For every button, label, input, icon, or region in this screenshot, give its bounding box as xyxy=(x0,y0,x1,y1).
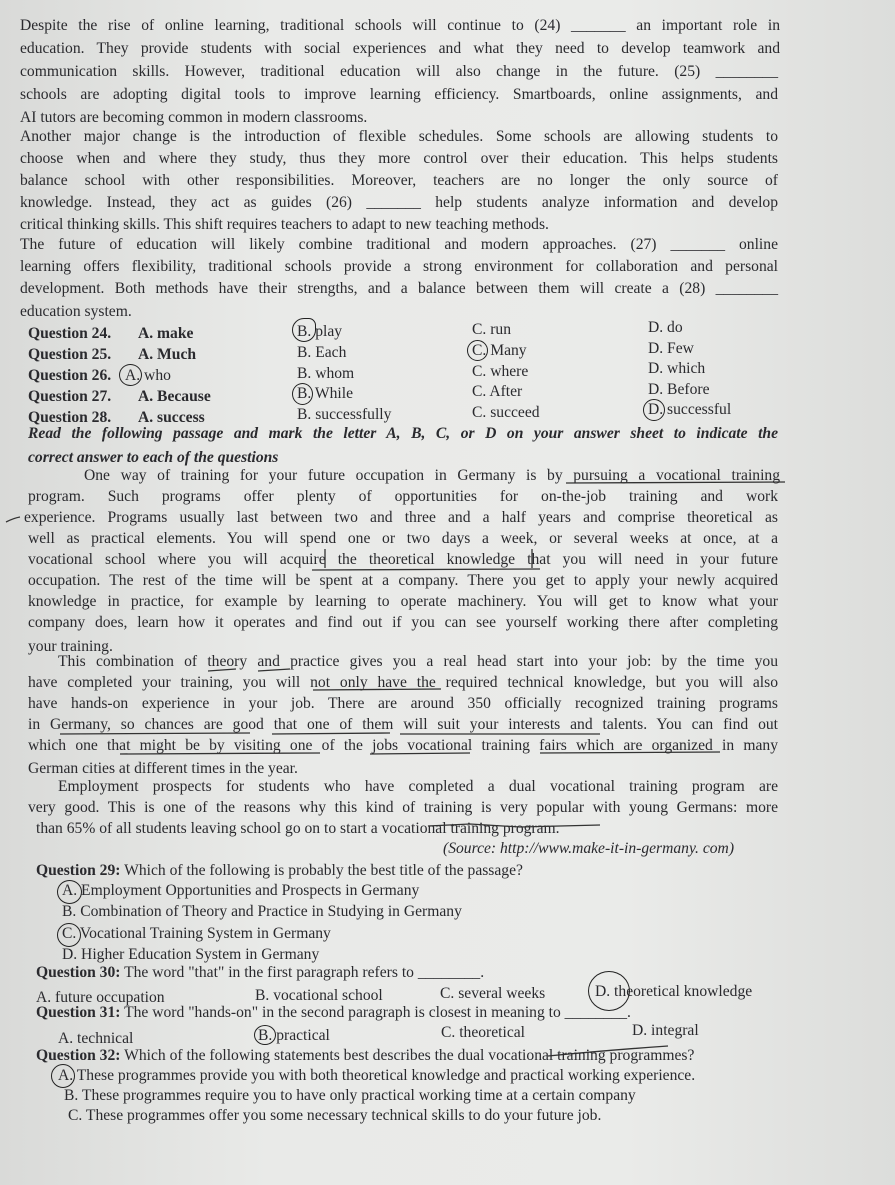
question-label: Question 24. xyxy=(28,325,112,342)
option-a[interactable]: A. technical xyxy=(58,1030,134,1047)
option-a[interactable]: A. Because xyxy=(138,388,211,405)
text-line: choose when and where they study, thus they more control over their education. This helps students xyxy=(20,150,778,167)
question-label: Question 29: xyxy=(36,862,121,879)
option-b[interactable]: B. Combination of Theory and Practice in Studying in Germany xyxy=(62,903,462,920)
option-b[interactable]: B. successfully xyxy=(297,406,392,423)
option-c[interactable]: C. succeed xyxy=(472,404,540,421)
text-line: schools are adopting digital tools to improve learning efficiency. Smartboards, online assignments, and xyxy=(20,86,778,103)
option-c[interactable]: C. where xyxy=(472,363,529,380)
text-line: German cities at different times in the year. xyxy=(28,760,298,777)
question-label: Question 28. xyxy=(28,409,112,426)
option-c[interactable]: C. These programmes offer you some necessary technical skills to do your future job. xyxy=(68,1107,602,1124)
option-b[interactable]: B. play xyxy=(297,323,343,340)
option-b[interactable]: B. These programmes require you to have only practical working time at a certain company xyxy=(64,1087,636,1104)
text-line: critical thinking skills. This shift requires teachers to adapt to new teaching methods. xyxy=(20,216,549,233)
underline-mark xyxy=(208,669,290,671)
question-label: Question 31: xyxy=(36,1004,121,1021)
pen-stroke xyxy=(6,517,20,522)
text-line: Another major change is the introduction of flexible schedules. Some schools are allowing students to xyxy=(20,128,778,145)
option-a[interactable]: A. Employment Opportunities and Prospects in Germany xyxy=(62,882,420,899)
question-label: Question 27. xyxy=(28,388,112,405)
text-line: AI tutors are becoming common in modern classrooms. xyxy=(20,109,368,126)
answer-mark-29c xyxy=(57,923,81,947)
option-c[interactable]: C. After xyxy=(472,383,523,400)
option-b[interactable]: B. vocational school xyxy=(255,987,383,1004)
text-line: Employment prospects for students who have completed a dual vocational training program are xyxy=(58,778,778,795)
text-line: in Germany, so chances are good that one of them will suit your interests and talents. You can find out xyxy=(28,716,778,733)
option-d[interactable]: D. Few xyxy=(648,340,694,357)
answer-mark-31 xyxy=(254,1025,276,1045)
option-d[interactable]: D. theoretical knowledge xyxy=(595,983,753,1000)
text-line: education system. xyxy=(20,303,132,320)
option-a[interactable]: A. success xyxy=(138,409,205,426)
option-a[interactable]: A. make xyxy=(138,325,194,342)
option-c[interactable]: C. Many xyxy=(472,342,527,359)
option-d[interactable]: D. successful xyxy=(648,401,732,418)
text-line: development. Both methods have their strengths, and a balance between them will create a (28) ________ xyxy=(20,280,778,297)
text-line: This combination of theory and practice gives you a real head start into your job: by the time you xyxy=(58,653,778,670)
option-c[interactable]: C. several weeks xyxy=(440,985,546,1002)
text-line: than 65% of all students leaving school go on to start a vocational training program. xyxy=(36,820,560,837)
text-line: education. They provide students with social experiences and what they need to develop teamwork and xyxy=(20,40,780,57)
underline-mark xyxy=(312,569,540,570)
question-stem: The word "hands-on" in the second paragraph is closest in meaning to ________. xyxy=(120,1004,631,1021)
option-b[interactable]: B. whom xyxy=(297,365,355,382)
question-label: Question 25. xyxy=(28,346,112,363)
text-line: have hands-on experience in your job. There are around 350 officially recognized training programs xyxy=(28,695,778,712)
text-line: your training. xyxy=(28,638,113,655)
answer-mark-29a xyxy=(57,880,82,904)
text-line: knowledge. Instead, they act as guides (26) _______ help students analyze information and develop xyxy=(20,194,778,211)
question-label: Question 30: xyxy=(36,964,121,981)
strike-mark xyxy=(428,824,600,827)
underline-mark xyxy=(566,482,785,483)
question-stem: Which of the following is probably the best title of the passage? xyxy=(120,862,523,879)
underline-mark xyxy=(60,733,600,734)
option-d[interactable]: D. integral xyxy=(632,1022,699,1039)
text-line: learning offers flexibility, traditional schools provide a strong environment for collaboration and personal xyxy=(20,258,778,275)
underline-mark xyxy=(313,689,441,690)
option-d[interactable]: D. which xyxy=(648,360,706,377)
option-a[interactable]: A. who xyxy=(125,367,171,384)
text-line: occupation. The rest of the time will be spent at a company. There you get to apply your newly acquired xyxy=(28,572,778,589)
text-line: company does, learn how it operates and find out if you can see yourself working there after completing xyxy=(28,614,778,631)
option-b[interactable]: B. While xyxy=(297,385,354,402)
text-line: which one that might be by visiting one of the jobs vocational training fairs which are organized in many xyxy=(28,737,778,754)
option-a[interactable]: A. Much xyxy=(138,346,197,363)
text-line: balance school with other responsibilities. Moreover, teachers are no longer the only source of xyxy=(20,172,778,189)
text-line: experience. Programs usually last between two and three and a half years and comprise theoretical as xyxy=(24,509,778,526)
instruction-line: correct answer to each of the questions xyxy=(28,449,279,466)
option-d[interactable]: D. do xyxy=(648,319,683,336)
option-c[interactable]: C. theoretical xyxy=(441,1024,525,1041)
option-d[interactable]: D. Before xyxy=(648,381,710,398)
question-stem: The word "that" in the first paragraph refers to ________. xyxy=(120,964,485,981)
question-label: Question 32: xyxy=(36,1047,121,1064)
option-a[interactable]: A. These programmes provide you with both theoretical knowledge and practical working experience. xyxy=(58,1067,696,1084)
underline-mark xyxy=(120,752,720,754)
text-line: vocational school where you will acquire the theoretical knowledge that you will need in your future xyxy=(28,551,778,568)
text-line: The future of education will likely combine traditional and modern approaches. (27) _______ online xyxy=(20,236,778,253)
question-label: Question 26. xyxy=(28,367,112,384)
text-line: well as practical elements. You will spend one or two days a week, or several weeks at once, at a xyxy=(28,530,778,547)
text-line: program. Such programs offer plenty of opportunities for on-the-job training and work xyxy=(28,488,778,505)
text-line: very good. This is one of the reasons why this kind of training is very popular with young Germans: more xyxy=(28,799,778,816)
option-b[interactable]: B. practical xyxy=(258,1027,330,1044)
text-line: Despite the rise of online learning, traditional schools will continue to (24) _______ an important role in xyxy=(20,17,780,34)
text-line: communication skills. However, traditional education will also change in the future. (25) ________ xyxy=(20,63,778,80)
option-d[interactable]: D. Higher Education System in Germany xyxy=(62,946,320,963)
option-a[interactable]: A. future occupation xyxy=(36,989,165,1006)
instruction-line: Read the following passage and mark the letter A, B, C, or D on your answer sheet to indicate the xyxy=(28,425,778,442)
text-line: knowledge in practice, for example by learning to operate machinery. You will get to know what your xyxy=(28,593,778,610)
text-line: One way of training for your future occupation in Germany is by pursuing a vocational training xyxy=(84,467,780,484)
source-citation: (Source: http://www.make-it-in-germany. com) xyxy=(443,840,735,857)
option-c[interactable]: C. run xyxy=(472,321,511,338)
option-c[interactable]: C. Vocational Training System in Germany xyxy=(62,925,331,942)
option-b[interactable]: B. Each xyxy=(297,344,347,361)
answer-mark-32 xyxy=(51,1064,75,1088)
question-stem: Which of the following statements best describes the dual vocational training programmes? xyxy=(120,1047,695,1064)
text-line: have completed your training, you will not only have the required technical knowledge, but you will also xyxy=(28,674,778,691)
